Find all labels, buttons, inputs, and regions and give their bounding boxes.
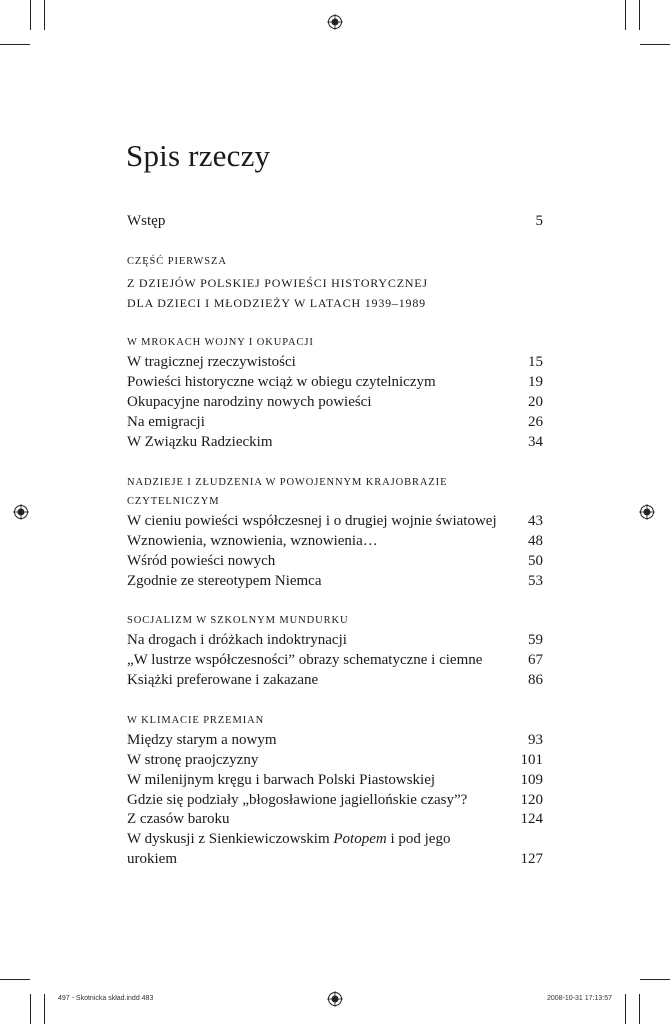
toc-entry <box>127 630 543 650</box>
toc-entry-page: 20 <box>528 394 543 410</box>
toc-entry-label: Okupacyjne narodziny nowych powieści <box>127 394 372 410</box>
toc-entry-label: Gdzie się podziały „błogosławione jagiellońskie czasy”? <box>127 792 468 808</box>
toc-entry-label: Wznowienia, wznowienia, wznowienia… <box>127 533 378 549</box>
crop-mark <box>640 44 670 45</box>
toc-entry-label: Wśród powieści nowych <box>127 553 276 569</box>
toc-entry-page: 86 <box>528 672 543 688</box>
toc-entry <box>127 551 543 571</box>
toc-entry-page: 48 <box>528 533 543 549</box>
toc-entry-label-part: i pod jego <box>386 831 451 847</box>
toc-entry <box>127 829 543 849</box>
toc-entry-label: Zgodnie ze stereotypem Niemca <box>127 573 322 589</box>
toc-entry-label <box>127 829 450 849</box>
toc-entry-page: 101 <box>520 752 543 768</box>
toc-entry-page: 120 <box>520 792 543 808</box>
toc-entry-label: W tragicznej rzeczywistości <box>127 354 296 370</box>
toc-entry-page: 109 <box>520 772 543 788</box>
toc-entry-page: 59 <box>528 632 543 648</box>
crop-mark <box>640 979 670 980</box>
part-title-line1: Z DZIEJÓW POLSKIEJ POWIEŚCI HISTORYCZNEJ <box>127 276 428 290</box>
section-heading: SOCJALIZM W SZKOLNYM MUNDURKU <box>127 615 349 626</box>
toc-entry-page: 53 <box>528 573 543 589</box>
toc-entry <box>127 790 543 810</box>
toc-entry-page: 93 <box>528 732 543 748</box>
registration-mark-icon <box>327 991 343 1007</box>
toc-entry <box>127 372 543 392</box>
toc-entry <box>127 770 543 790</box>
part-title-line2: DLA DZIECI I MŁODZIEŻY W LATACH 1939–1989 <box>127 296 426 310</box>
crop-mark <box>639 994 640 1024</box>
toc-entry-label-italic: Potopem <box>333 831 387 847</box>
section-heading: W MROKACH WOJNY I OKUPACJI <box>127 337 314 348</box>
toc-entry <box>127 750 543 770</box>
crop-mark <box>44 0 45 30</box>
registration-mark-icon <box>13 504 29 520</box>
crop-mark <box>0 44 30 45</box>
toc-entry <box>127 392 543 412</box>
toc-entry <box>127 432 543 452</box>
toc-entry-page: 43 <box>528 513 543 529</box>
section-heading: W KLIMACIE PRZEMIAN <box>127 715 265 726</box>
toc-entry-label: Między starym a nowym <box>127 732 277 748</box>
part-kicker: CZĘŚĆ PIERWSZA <box>127 256 227 267</box>
crop-mark <box>625 994 626 1024</box>
toc-entry <box>127 730 543 750</box>
toc-entry-label: W cieniu powieści współczesnej i o drugiej wojnie światowej <box>127 513 497 529</box>
toc-entry <box>127 531 543 551</box>
toc-entry-label: W milenijnym kręgu i barwach Polski Piastowskiej <box>127 772 436 788</box>
toc-entry-label: Książki preferowane i zakazane <box>127 672 319 688</box>
registration-mark-icon <box>327 14 343 30</box>
crop-mark <box>30 0 31 30</box>
toc-entry <box>127 809 543 829</box>
toc-entry-page: 67 <box>528 652 543 668</box>
section-heading: NADZIEJE I ZŁUDZENIA W POWOJENNYM KRAJOBRAZIE <box>127 477 448 488</box>
crop-mark <box>30 994 31 1024</box>
toc-entry-page: 127 <box>520 851 543 867</box>
toc-entry <box>127 849 543 869</box>
toc-entry-page: 34 <box>528 434 543 450</box>
crop-mark <box>44 994 45 1024</box>
slug-right: 2008-10-31 17:13:57 <box>547 995 612 1002</box>
toc-entry-intro <box>127 211 543 231</box>
toc-entry-page: 50 <box>528 553 543 569</box>
toc-entry <box>127 650 543 670</box>
toc-entry <box>127 670 543 690</box>
toc-entry <box>127 412 543 432</box>
toc-entry-label: Powieści historyczne wciąż w obiegu czytelniczym <box>127 374 436 390</box>
toc-entry <box>127 511 543 531</box>
toc-entry-label: W stronę praojczyzny <box>127 752 259 768</box>
section-heading-line2: CZYTELNICZYM <box>127 496 220 507</box>
toc-entry-label: Z czasów baroku <box>127 811 230 827</box>
toc-entry-label: „W lustrze współczesności” obrazy schematyczne i ciemne <box>127 652 483 668</box>
toc-entry-label: Na drogach i dróżkach indoktrynacji <box>127 632 347 648</box>
slug-left: 497 - Skotnicka skład.indd 483 <box>58 995 154 1002</box>
page-title: Spis rzeczy <box>126 138 271 173</box>
toc-entry-label: Na emigracji <box>127 414 205 430</box>
toc-entry-label: Wstęp <box>127 213 166 229</box>
toc-entry-page: 5 <box>535 213 543 229</box>
toc-entry <box>127 571 543 591</box>
toc-entry-page: 124 <box>520 811 543 827</box>
crop-mark <box>625 0 626 30</box>
crop-mark <box>639 0 640 30</box>
toc-entry-page: 19 <box>528 374 543 390</box>
toc-entry <box>127 352 543 372</box>
toc-entry-page: 15 <box>528 354 543 370</box>
registration-mark-icon <box>639 504 655 520</box>
toc-entry-label-part: W dyskusji z Sienkiewiczowskim <box>127 831 334 847</box>
toc-entry-label: W Związku Radzieckim <box>127 434 273 450</box>
toc-entry-page: 26 <box>528 414 543 430</box>
crop-mark <box>0 979 30 980</box>
toc-entry-label-line2: urokiem <box>127 851 177 867</box>
